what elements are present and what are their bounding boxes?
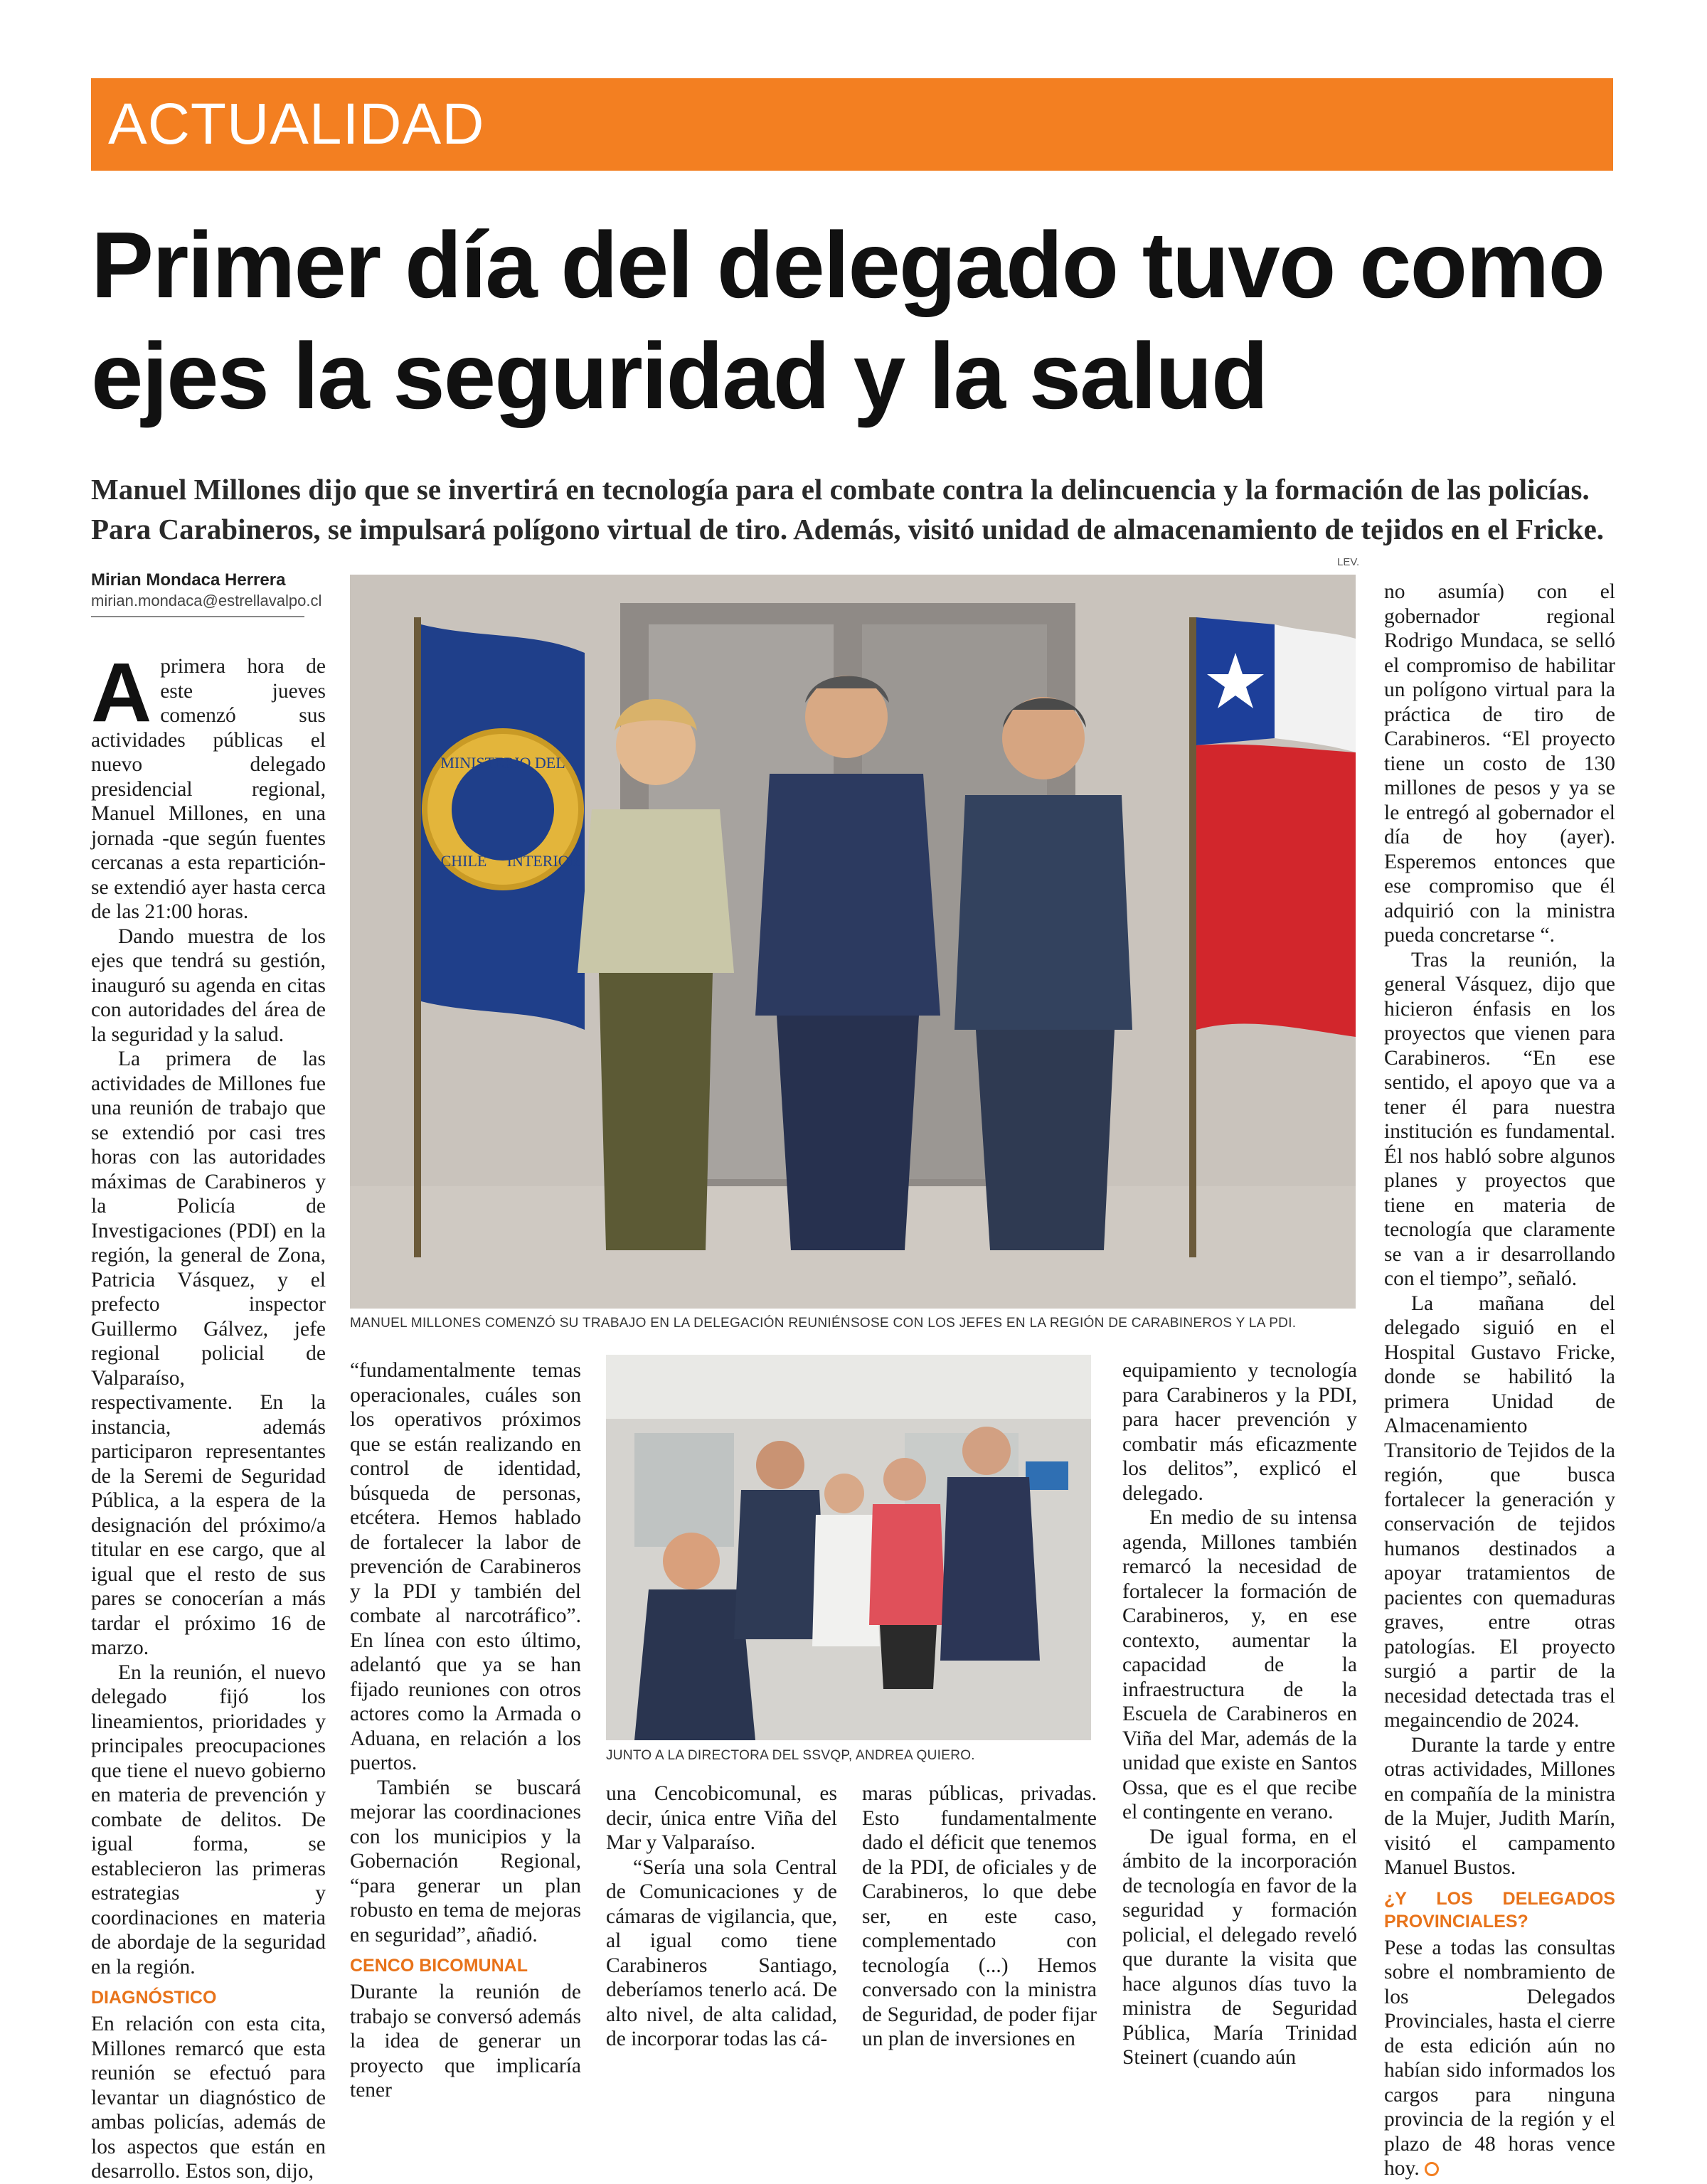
deck: Manuel Millones dijo que se invertirá en tecnología para el combate contra la delincuencia y la formación de las policías. Para Carabineros, se impulsará polígono virtual de tiro. Además, visitó unidad de almacenamiento de tejidos en el Fricke. bbox=[91, 473, 1605, 545]
col5-paragraph-1: equipamiento y tecnología para Carabineros y la PDI, para hacer prevención y combatir más eficazmente los delitos”, explicó el delegado. bbox=[1122, 1359, 1357, 1505]
subhead-diagnostico: DIAGNÓSTICO bbox=[91, 1988, 217, 2008]
col2-paragraph-2: También se buscará mejorar las coordinaciones con los municipios y la Gobernación Regional, “para generar un plan robusto en tema de mejoras en seguridad”, añadió. bbox=[350, 1776, 581, 1946]
subhead-cenco: CENCO BICOMUNAL bbox=[350, 1956, 528, 1976]
col1-paragraph-1: Aprimera hora de este jueves comenzó sus actividades públicas el nuevo delegado presidencial regional, Manuel Millones, en una jornada -que según fuentes cercanas a esta repartición- se extendió ayer hasta cerca de las 21:00 horas. bbox=[91, 646, 326, 923]
byline-email: mirian.mondaca@estrellavalpo.cl bbox=[91, 592, 322, 609]
section-bar bbox=[91, 78, 1613, 171]
col2-paragraph-1: “fundamentalmente temas operacionales, cuáles son los operativos próximos que se están realizando en control de identidad, búsqueda de personas, etcétera. Hemos hablado de fortalecer la labor de prevención de Carabineros y la PDI y también del combate al narcotráfico”. En línea con esto último, adelantó que ya se han fijado reuniones con otros actores como la Armada o Aduana, en relación a los puertos. bbox=[350, 1359, 581, 1774]
col3-paragraph-1: una Cencobicomunal, es decir, única entre Viña del Mar y Valparaíso. bbox=[606, 1782, 837, 1854]
col5-paragraph-3: De igual forma, en el ámbito de la incorporación de tecnología en favor de la seguridad y formación policial, el delegado reveló que durante la visita que hace algunos días tuvo la ministra de Seguridad Pública, María Trinidad Steinert (cuando aún bbox=[1122, 1825, 1357, 2069]
col6-paragraph-1: no asumía) con el gobernador regional Rodrigo Mundaca, se selló el compromiso de habilitar un polígono virtual para la práctica de tiro de Carabineros. “El proyecto tiene un costo de 130 millones de pesos y ya se le entregó al gobernador el día de hoy (ayer). Esperemos entonces que ese compromiso que él adquirió con la ministra pueda concretarse “. bbox=[1384, 580, 1615, 947]
col2-paragraph-3: Durante la reunión de trabajo se conversó además la idea de generar un proyecto que implicaría tener bbox=[350, 1981, 581, 2102]
column-4 bbox=[862, 1781, 1097, 2052]
col6-paragraph-5: Pese a todas las consultas sobre el nombramiento de los Delegados Provinciales, hasta el cierre de esta edición aún no habían sido informados los cargos para ninguna provincia de la región y el plazo de 48 horas vence hoy. bbox=[1384, 1936, 1615, 2180]
dropcap: A bbox=[91, 646, 152, 740]
secondary-photo bbox=[606, 1355, 1091, 1740]
col1-paragraph-3: La primera de las actividades de Millones fue una reunión de trabajo que se extendió por casi tres horas con las autoridades máximas de Carabineros y la Policía de Investigaciones (PDI) en la región, la general de Zona, Patricia Vásquez, y el prefecto inspector Guillermo Gálvez, jefe regional policial de Valparaíso, respectivamente. En la instancia, además participaron representantes de la Seremi de Seguridad Pública, a la espera de la designación del próximo/a titular en ese cargo, que al igual que el resto de sus pares se conocerían a más tardar el próximo 16 de marzo. bbox=[91, 1048, 326, 1659]
photo-credit: LEV. bbox=[1337, 556, 1360, 568]
byline-name: Mirian Mondaca Herrera bbox=[91, 570, 286, 590]
flag-emblem-right: INTERIOR bbox=[506, 852, 580, 870]
secondary-photo-illustration bbox=[606, 1355, 1091, 1740]
subhead-delegados: ¿Y LOS DELEGADOS PROVINCIALES? bbox=[1384, 1888, 1615, 1932]
column-5 bbox=[1122, 1358, 1357, 2070]
flag-emblem-top: MINISTERIO DEL bbox=[440, 754, 565, 772]
main-photo bbox=[350, 575, 1356, 1309]
secondary-photo-caption: JUNTO A LA DIRECTORA DEL SSVQP, ANDREA QUIERO. bbox=[606, 1748, 975, 1763]
flag-emblem-left: CHILE bbox=[440, 852, 487, 870]
col1-paragraph-2: Dando muestra de los ejes que tendrá su gestión, inauguró su agenda en citas con autoridades del área de la seguridad y la salud. bbox=[91, 925, 326, 1046]
column-1 bbox=[91, 646, 326, 2184]
col4-paragraph-1: maras públicas, privadas. Esto fundamentalmente dado el déficit que tenemos de la PDI, de oficiales y de Carabineros, lo que debe ser, en este caso, complementado con tecnología (...) Hemos conversado con la ministra de Seguridad, de poder fijar un plan de inversiones en bbox=[862, 1782, 1097, 2050]
byline-rule bbox=[91, 616, 304, 617]
main-photo-illustration bbox=[350, 575, 1356, 1309]
end-mark-icon bbox=[1425, 2162, 1439, 2176]
col6-paragraph-2: Tras la reunión, la general Vásquez, dijo que hicieron énfasis en los proyectos que vienen para Carabineros. “En ese sentido, el apoyo que va a tener él para nuestra institución es fundamental. Él nos habló sobre algunos planes y proyectos que tiene en materia de tecnología que claramente se van a ir desarrollando con el tiempo”, señaló. bbox=[1384, 948, 1615, 1290]
column-2 bbox=[350, 1358, 581, 2103]
col3-paragraph-2: “Sería una sola Central de Comunicaciones y de cámaras de vigilancia, que, al igual como tiene Carabineros Santiago, deberíamos tenerlo acá. De alto nivel, de alta calidad, de incorporar todas las cá- bbox=[606, 1855, 837, 2050]
headline: Primer día del delegado tuvo como ejes la seguridad y la salud bbox=[91, 213, 1605, 428]
section-label: ACTUALIDAD bbox=[108, 92, 485, 156]
col5-paragraph-2: En medio de su intensa agenda, Millones también remarcó la necesidad de fortalecer la formación de Carabineros, y, en ese contexto, aumentar la capacidad de la infraestructura de la Escuela de Carabineros en Viña del Mar, además de la unidad que existe en Santos Ossa, que es el que recibe el contingente en verano. bbox=[1122, 1506, 1357, 1823]
column-3 bbox=[606, 1781, 837, 2052]
col1-paragraph-4: En la reunión, el nuevo delegado fijó los lineamientos, prioridades y principales preocupaciones que tiene el nuevo gobierno en materia de prevención y combate de delitos. De igual forma, se establecieron las primeras estrategias y coordinaciones en materia de abordaje de la seguridad en la región. bbox=[91, 1661, 326, 1978]
main-photo-caption: MANUEL MILLONES COMENZÓ SU TRABAJO EN LA DELEGACIÓN REUNIÉNSOSE CON LOS JEFES EN LA REGIÓN DE CARABINEROS Y LA PDI. bbox=[350, 1316, 1297, 1331]
column-6 bbox=[1384, 580, 1615, 2181]
col1-paragraph-5: En relación con esta cita, Millones remarcó que esta reunión se efectuó para levantar un diagnóstico de ambas policías, además de los aspectos que están en desarrollo. Estos son, dijo, bbox=[91, 2013, 326, 2183]
col6-paragraph-4: Durante la tarde y entre otras actividades, Millones en compañía de la ministra de la Mujer, Judith Marín, visitó el campamento Manuel Bustos. bbox=[1384, 1733, 1615, 1879]
col6-paragraph-3: La mañana del delegado siguió en el Hospital Gustavo Fricke, donde se habilitó la primera Unidad de Almacenamiento Transitorio de Tejidos de la región, que busca fortalecer la generación y conservación de tejidos humanos destinados a apoyar tratamientos de pacientes con quemaduras graves, entre otras patologías. El proyecto surgió a partir de la necesidad detectada tras el megaincendio de 2024. bbox=[1384, 1291, 1615, 1732]
